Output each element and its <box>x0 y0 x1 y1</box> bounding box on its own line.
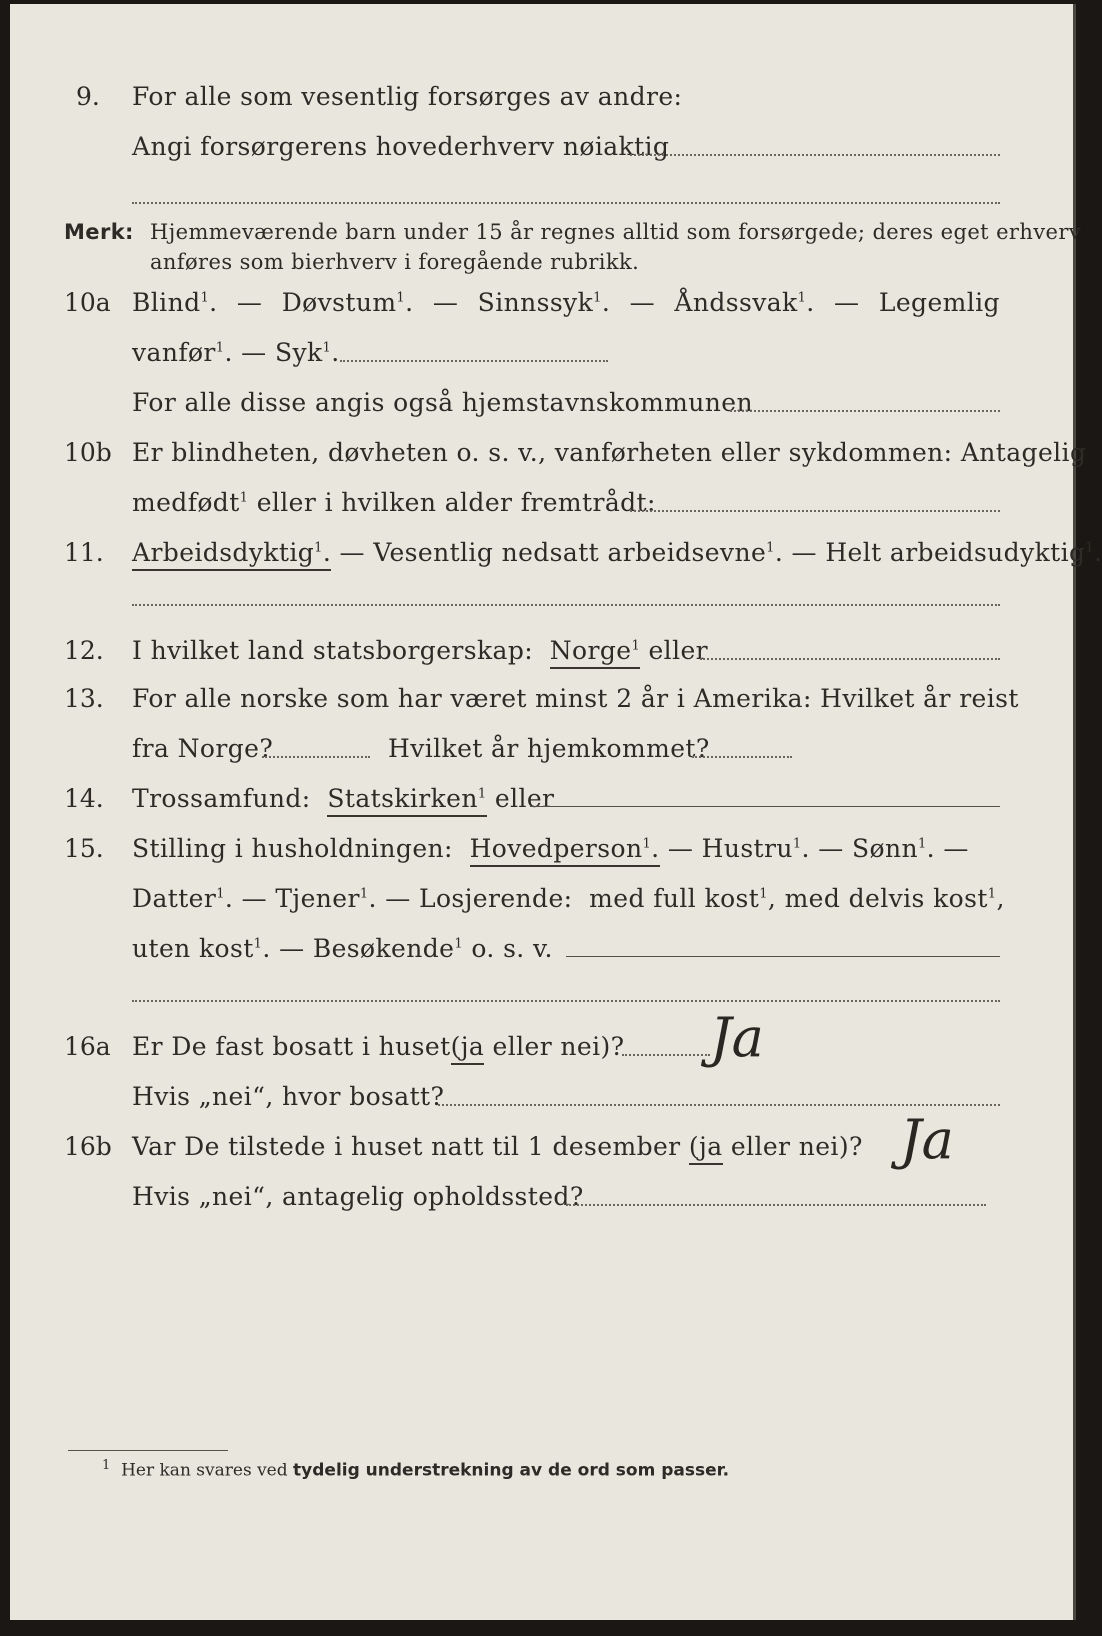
footnote-rule <box>68 1450 228 1451</box>
q14-opt-statskirken[interactable]: Statskirken$^1$ <box>327 784 486 817</box>
q13-line1: For alle norske som har været minst 2 år i Amerika: Hvilket år reist <box>132 684 1019 713</box>
q16a-bosatt-line[interactable] <box>438 1104 1000 1106</box>
footnote: $^1$ Her kan svares ved tydelig understrekning av de ord som passer. <box>102 1458 730 1481</box>
q9-answer-line[interactable] <box>630 154 1000 156</box>
q9-line1: For alle som vesentlig forsørges av andre: <box>132 82 683 111</box>
q10a-answer-line[interactable] <box>340 360 608 362</box>
opt-blind: Blind$^1$. <box>132 288 218 317</box>
q15-line3: uten kost$^1$. — Besøkende$^1$ o. s. v. <box>132 934 553 963</box>
q14-number: 14. <box>64 784 104 813</box>
q10b-line1: Er blindheten, døvheten o. s. v., vanførheten eller sykdommen: Antagelig <box>132 438 1087 467</box>
q15-opt-fullkost[interactable]: med full kost$^1$ <box>589 884 768 913</box>
dash: — <box>629 288 655 317</box>
q15-answer-line[interactable] <box>566 956 1000 957</box>
q16a-handwritten-answer: Ja <box>710 1006 764 1069</box>
q13-answer-a[interactable] <box>262 756 370 758</box>
q10a-line2: vanfør$^1$. — Syk$^1$. <box>132 338 340 367</box>
q10b-answer-line[interactable] <box>630 510 1000 512</box>
q9-line2: Angi forsørgerens hovederhverv nøiaktig <box>132 132 670 161</box>
q15-opt-hustru[interactable]: Hustru$^1$. <box>701 834 810 863</box>
q15-number: 15. <box>64 834 104 863</box>
q11-opt-arbeidsdyktig[interactable]: Arbeidsdyktig$^1$. <box>132 538 331 571</box>
opt-dovstum: Døvstum$^1$. <box>281 288 414 317</box>
q11-answer-line[interactable] <box>132 604 1000 606</box>
q16a-line2: Hvis „nei“, hvor bosatt? <box>132 1082 445 1111</box>
merk-label: Merk: <box>64 220 134 244</box>
q14-line: Trossamfund: Statskirken$^1$ eller <box>132 784 554 813</box>
q16a-opt-ja[interactable]: (ja <box>451 1032 485 1065</box>
q13-answer-b[interactable] <box>692 756 792 758</box>
q12-line: I hvilket land statsborgerskap: Norge$^1$ eller <box>132 636 708 665</box>
q16a-line1: Er De fast bosatt i huset(ja eller nei)? <box>132 1032 624 1061</box>
q10a-hjemstavn-line[interactable] <box>730 410 1000 412</box>
merk-line2: anføres som bierhverv i foregående rubrikk. <box>150 250 640 274</box>
q13-number: 13. <box>64 684 104 713</box>
q13-question-b: Hvilket år hjemkommet? <box>388 734 710 763</box>
q16b-handwritten-answer: Ja <box>900 1108 954 1171</box>
dash: — <box>432 288 459 317</box>
q16b-line2: Hvis „nei“, antagelig opholdssted? <box>132 1182 584 1211</box>
footnote-mark: 1 <box>102 1458 111 1473</box>
census-form-page <box>10 4 1102 1620</box>
q16b-number: 16b <box>64 1132 112 1161</box>
q16b-opt-ja[interactable]: (ja <box>689 1132 723 1165</box>
q9-answer-line-2[interactable] <box>132 202 1000 204</box>
q10a-line1 <box>132 288 1000 317</box>
q10b-line2: medfødt$^1$ eller i hvilken alder fremtrådt: <box>132 488 656 517</box>
q11-line: Arbeidsdyktig$^1$. — Vesentlig nedsatt arbeidsevne$^1$. — Helt arbeidsudyktig$^1$. <box>132 538 1102 567</box>
q11-opt-udyktig[interactable]: Helt arbeidsudyktig$^1$. <box>825 538 1102 567</box>
q15-line1: Stilling i husholdningen: Hovedperson$^1$. — Hustru$^1$. — Sønn$^1$. — <box>132 834 969 863</box>
q12-opt-norge[interactable]: Norge$^1$ <box>550 636 640 669</box>
q15-answer-line-2[interactable] <box>132 1000 1000 1002</box>
q9-number: 9. <box>76 82 100 111</box>
q15-opt-sonn[interactable]: Sønn$^1$. <box>852 834 936 863</box>
opt-andssvak: Åndssvak$^1$. <box>674 288 815 317</box>
q15-opt-datter[interactable]: Datter$^1$. <box>132 884 234 913</box>
dash: — <box>834 288 860 317</box>
q10b-number: 10b <box>64 438 112 467</box>
q15-opt-hovedperson[interactable]: Hovedperson$^1$. <box>470 834 660 867</box>
q16b-opholdssted-line[interactable] <box>566 1204 986 1206</box>
q15-line2: Datter$^1$. — Tjener$^1$. — Losjerende: med full kost$^1$, med delvis kost$^1$, <box>132 884 1005 913</box>
q12-answer-line[interactable] <box>700 658 1000 660</box>
merk-line1: Hjemmeværende barn under 15 år regnes alltid som forsørgede; deres eget erhverv <box>150 220 1082 244</box>
q15-opt-delviskost[interactable]: med delvis kost$^1$ <box>784 884 997 913</box>
q11-number: 11. <box>64 538 104 567</box>
q11-opt-nedsatt[interactable]: Vesentlig nedsatt arbeidsevne$^1$. <box>373 538 784 567</box>
dash: — <box>236 288 263 317</box>
q15-opt-besokende[interactable]: Besøkende$^1$ <box>312 934 463 963</box>
q13-question-a: fra Norge? <box>132 734 274 763</box>
q10a-number: 10a <box>64 288 111 317</box>
q15-opt-utenkost[interactable]: uten kost$^1$. <box>132 934 271 963</box>
opt-sinnssyk: Sinnssyk$^1$. <box>477 288 611 317</box>
q14-answer-line[interactable] <box>530 806 1000 807</box>
q16b-line1: Var De tilstede i huset natt til 1 desember (ja eller nei)? <box>132 1132 863 1161</box>
q12-number: 12. <box>64 636 104 665</box>
q15-opt-tjener[interactable]: Tjener$^1$. <box>275 884 377 913</box>
q16a-number: 16a <box>64 1032 111 1061</box>
opt-legemlig: Legemlig <box>878 288 1000 317</box>
q10a-line3: For alle disse angis også hjemstavnskommunen <box>132 388 753 417</box>
q16a-answer-line[interactable] <box>622 1054 710 1056</box>
